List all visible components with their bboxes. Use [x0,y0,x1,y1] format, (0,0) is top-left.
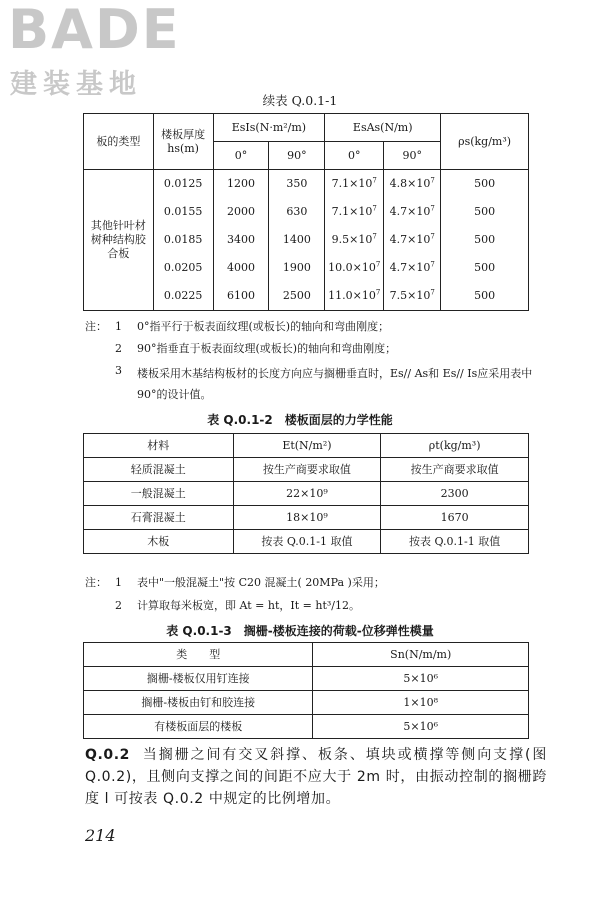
page-number: 214 [85,826,116,845]
table-cell: $4.7\times 10^7$ [384,254,441,282]
table-cell: $7.5\times 10^7$ [384,282,441,311]
table-cell: $7.1\times 10^7$ [325,198,384,226]
table-cell: 0.0225 [153,282,213,311]
table2-notes-label: 注： [85,576,107,589]
table-cell: 1670 [381,506,529,530]
table2 [83,433,529,554]
table-cell: 按表 Q.0.1-1 取值 [233,530,381,554]
table1-note: 3 楼板采用木基结构板材的长度方向应与搁栅垂直时，Es// As和 Es// Is应采用表中 90°的设计值。 [115,364,533,401]
table-cell: 5×10⁶ [313,715,529,739]
table-cell: $10.0\times 10^7$ [325,254,384,282]
table1 [83,113,529,311]
table-cell: $9.5\times 10^7$ [325,226,384,254]
table2-note: 1 表中"一般混凝土"按 C20 混凝土( 20MPa )采用； [115,576,385,589]
table-cell: 500 [441,170,529,199]
table-cell: 500 [441,226,529,254]
table-cell: 22×10⁹ [233,482,381,506]
table-header: 类 型 [84,643,313,667]
table-cell: 350 [269,170,325,199]
table-cell: 500 [441,254,529,282]
table-cell: 0.0185 [153,226,213,254]
table-cell: 2000 [213,198,269,226]
table-cell: 500 [441,282,529,311]
col-thickness-header: 楼板厚度 hs(m) [153,114,213,170]
table1-note: 1 0°指平行于板表面纹理(或板长)的轴向和弯曲刚度； [115,320,390,333]
angle-0: 0° [325,142,384,170]
table-header: Sn(N/m/m) [313,643,529,667]
logo-subtitle: 建装基地 [10,69,142,100]
table-header: ρt(kg/m³) [381,434,529,458]
table-cell: 1900 [269,254,325,282]
table-cell: $4.7\times 10^7$ [384,226,441,254]
table-cell: 500 [441,198,529,226]
table-cell: 0.0125 [153,170,213,199]
table2-note: 2 计算取每米板宽，即 At = ht，It = ht³/12。 [115,599,360,612]
table-cell: 按生产商要求取值 [233,458,381,482]
table-cell: $4.8\times 10^7$ [384,170,441,199]
col-rho-header: ρs(kg/m³) [441,114,529,170]
col-ea-header: EsAs(N/m) [325,114,441,142]
table-cell: $4.7\times 10^7$ [384,198,441,226]
table-header: 材料 [84,434,234,458]
table-cell: 6100 [213,282,269,311]
table-cell: $7.1\times 10^7$ [325,170,384,199]
logo-brand: BADE [8,0,181,61]
table1-note: 2 90°指垂直于板表面纹理(或板长)的轴向和弯曲刚度； [115,342,397,355]
table-cell: 轻质混凝土 [84,458,234,482]
table-cell: 木板 [84,530,234,554]
table-cell: 2500 [269,282,325,311]
col-ei-header: EsIs(N·m²/m) [213,114,325,142]
angle-0: 0° [213,142,269,170]
table-cell: 1200 [213,170,269,199]
table-cell: 4000 [213,254,269,282]
table-cell: 5×10⁶ [313,667,529,691]
clause-paragraph [85,744,547,810]
table3 [83,642,529,739]
table-cell: 按表 Q.0.1-1 取值 [381,530,529,554]
table-cell: 1×10⁸ [313,691,529,715]
table-cell: 搁栅-楼板由钉和胶连接 [84,691,313,715]
table-cell: 按生产商要求取值 [381,458,529,482]
table-cell: 0.0205 [153,254,213,282]
table-cell: 有楼板面层的楼板 [84,715,313,739]
angle-90: 90° [384,142,441,170]
table2-caption: 表 Q.0.1-2 楼板面层的力学性能 [207,413,393,427]
table-header: Et(N/m²) [233,434,381,458]
clause-text: 当搁栅之间有交叉斜撑、板条、填块或横撑等侧向支撑(图 Q.0.2)，且侧向支撑之间的间距不应大于 2m 时，由振动控制的搁栅跨度 l 可按表 Q.0.2 中规定的比例增加。 [85,747,548,807]
table1-caption: 续表 Q.0.1-1 [262,93,338,108]
table1-notes-label: 注： [85,320,107,333]
angle-90: 90° [269,142,325,170]
table-cell: 一般混凝土 [84,482,234,506]
table-cell: 1400 [269,226,325,254]
table-cell: 3400 [213,226,269,254]
type-name: 其他针叶材树种结构胶合板 [84,170,154,311]
table-cell: 630 [269,198,325,226]
table-cell: 搁栅-楼板仅用钉连接 [84,667,313,691]
table-cell: 18×10⁹ [233,506,381,530]
table-cell: 2300 [381,482,529,506]
table3-caption: 表 Q.0.1-3 搁栅-楼板连接的荷载-位移弹性模量 [166,624,434,638]
col-type-header: 板的类型 [84,114,154,170]
table-cell: 石膏混凝土 [84,506,234,530]
table-cell: $11.0\times 10^7$ [325,282,384,311]
clause-number: Q.0.2 [85,747,131,763]
table-cell: 0.0155 [153,198,213,226]
